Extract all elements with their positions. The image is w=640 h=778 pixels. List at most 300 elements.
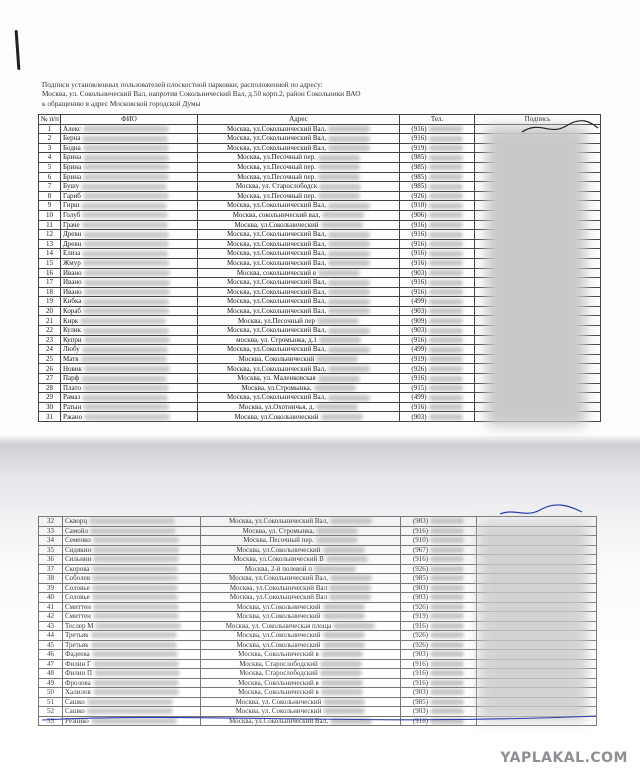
row-address-text: Москва, ул. Стромынка, xyxy=(242,526,315,535)
row-number xyxy=(39,574,63,584)
row-address-text: Москва, ул.Сокольнический Вал, xyxy=(229,716,328,725)
redaction-blur xyxy=(87,699,173,705)
row-address-text: Москва, ул.Сокольнический xyxy=(234,412,319,421)
row-address-text: Москва, Сокольнический xyxy=(238,354,315,363)
row-number xyxy=(39,316,61,326)
row-address-text: Москва, ул.Сокольнический Вал, xyxy=(227,278,326,287)
row-number-text: 45 xyxy=(47,640,54,649)
row-name-text: Граче xyxy=(63,220,80,229)
signature-column-blur xyxy=(486,126,586,426)
redaction-blur xyxy=(92,575,178,581)
row-number-text: 22 xyxy=(46,326,53,335)
row-phone-text: (926) xyxy=(412,602,429,611)
row-name xyxy=(63,688,201,698)
row-name xyxy=(61,258,198,268)
redaction-blur xyxy=(328,308,370,314)
row-address xyxy=(201,697,401,707)
redaction-blur xyxy=(84,289,170,295)
redaction-blur xyxy=(83,193,169,199)
redaction-blur xyxy=(318,164,360,170)
redaction-blur xyxy=(92,585,178,591)
row-name xyxy=(61,297,198,307)
row-phone xyxy=(401,678,477,688)
row-address xyxy=(198,182,400,192)
row-phone-text: (916) xyxy=(411,239,427,248)
redaction-blur xyxy=(430,547,464,553)
redaction-blur xyxy=(330,575,372,581)
row-number xyxy=(39,326,61,336)
row-name xyxy=(63,621,201,631)
row-name-text: Семенко xyxy=(65,536,91,545)
col-header-fio: ФИО xyxy=(61,115,198,125)
row-phone-text: (499) xyxy=(411,297,427,306)
row-number xyxy=(39,239,61,249)
row-number-text: 40 xyxy=(47,593,54,602)
row-phone-text: (910) xyxy=(411,201,427,210)
redaction-blur xyxy=(429,241,463,247)
redaction-blur xyxy=(429,155,463,161)
row-address xyxy=(198,297,400,307)
redaction-blur xyxy=(321,680,363,686)
row-address xyxy=(201,621,401,631)
redaction-blur xyxy=(430,566,464,572)
redaction-blur xyxy=(328,260,370,266)
row-name xyxy=(61,172,198,182)
row-number-text: 30 xyxy=(46,402,53,411)
row-address xyxy=(201,526,401,536)
redaction-blur xyxy=(328,203,370,209)
row-address xyxy=(201,545,401,555)
redaction-blur xyxy=(430,661,464,667)
redaction-blur xyxy=(316,537,358,543)
row-phone xyxy=(401,545,477,555)
redaction-blur xyxy=(80,318,166,324)
redaction-blur xyxy=(82,251,168,257)
redaction-blur xyxy=(83,155,169,161)
redaction-blur xyxy=(83,164,169,170)
row-phone xyxy=(400,239,475,249)
row-number xyxy=(39,583,63,593)
row-phone xyxy=(400,335,475,345)
row-address xyxy=(201,583,401,593)
row-phone-text: (903) xyxy=(412,650,429,659)
redaction-blur xyxy=(93,689,179,695)
row-address-text: Москва, ул.Сокольнический xyxy=(236,640,321,649)
redaction-blur xyxy=(429,260,463,266)
row-number xyxy=(39,162,61,172)
row-name-text: Третьяк xyxy=(65,640,89,649)
redaction-blur xyxy=(429,308,463,314)
redaction-blur xyxy=(328,241,370,247)
row-number-text: 24 xyxy=(46,345,53,354)
redaction-blur xyxy=(314,385,356,391)
redaction-blur xyxy=(82,212,168,218)
row-number xyxy=(39,593,63,603)
row-number xyxy=(39,631,63,641)
row-address xyxy=(198,364,400,374)
row-address xyxy=(198,220,400,230)
row-address-text: Москва, ул.Песочный пер xyxy=(237,316,316,325)
row-name-text: Ивано xyxy=(63,287,82,296)
row-number xyxy=(39,335,61,345)
redaction-blur xyxy=(429,347,463,353)
row-name-text: Фролова xyxy=(65,678,91,687)
redaction-blur xyxy=(95,623,181,629)
row-phone-text: (916) xyxy=(411,249,427,258)
row-address-text: Москва, ул.Сокольнический Вал, xyxy=(227,143,326,152)
redaction-blur xyxy=(429,280,463,286)
row-name xyxy=(61,134,198,144)
redaction-blur xyxy=(83,299,169,305)
row-number-text: 47 xyxy=(47,659,54,668)
row-address-text: Москва, ул. Маленковская xyxy=(237,374,316,383)
row-name-text: Плато xyxy=(63,383,81,392)
row-address xyxy=(198,191,400,201)
row-address-text: Москва, ул.Сокольнический Вал, xyxy=(227,249,326,258)
row-number xyxy=(39,201,61,211)
redaction-blur xyxy=(328,232,370,238)
row-name xyxy=(61,239,198,249)
row-number-text: 36 xyxy=(47,555,54,564)
row-number xyxy=(39,393,61,403)
row-name xyxy=(61,335,198,345)
redaction-blur xyxy=(82,222,168,228)
redaction-blur xyxy=(430,699,464,705)
row-phone-text: (916) xyxy=(411,134,427,143)
row-number-text: 42 xyxy=(47,612,54,621)
row-number-text: 9 xyxy=(47,201,52,210)
redaction-blur xyxy=(430,528,464,534)
redaction-blur xyxy=(430,651,464,657)
redaction-blur xyxy=(429,404,463,410)
row-name-text: Древн xyxy=(63,239,82,248)
row-address-text: Москва, Старослободский xyxy=(239,659,318,668)
row-address-text: Москва, ул.Стромынка, xyxy=(241,383,312,392)
row-phone-text: (916) xyxy=(412,526,429,535)
row-address-text: Москва, ул.Охотничья, д. xyxy=(238,402,315,411)
row-phone xyxy=(400,345,475,355)
row-address-text: Москва, ул.Сокольнический Вал, xyxy=(227,393,326,402)
row-phone-text: (916) xyxy=(412,678,429,687)
row-number xyxy=(39,210,61,220)
row-name-text: Голуб xyxy=(63,211,81,220)
row-number-text: 21 xyxy=(46,316,53,325)
row-name-text: Филин П xyxy=(65,669,93,678)
row-name-text: Рамаз xyxy=(63,393,81,402)
redaction-blur xyxy=(81,203,167,209)
row-number xyxy=(39,640,63,650)
row-address-text: Москва, ул.Сокольнический Вал, xyxy=(227,124,326,133)
redaction-blur xyxy=(93,604,179,610)
row-phone-text: (499) xyxy=(411,345,427,354)
redaction-blur xyxy=(429,289,463,295)
row-number-text: 52 xyxy=(47,707,54,716)
redaction-blur xyxy=(429,126,463,132)
row-name-text: Соболев xyxy=(65,574,91,583)
row-phone xyxy=(400,124,475,134)
row-number xyxy=(39,697,63,707)
redaction-blur xyxy=(429,328,463,334)
row-number xyxy=(39,143,61,153)
row-number xyxy=(39,306,61,316)
redaction-blur xyxy=(92,566,178,572)
row-name-text: Сашко xyxy=(65,697,85,706)
redaction-blur xyxy=(321,651,363,657)
row-phone-text: (906) xyxy=(411,211,427,220)
row-phone xyxy=(400,412,475,422)
row-address-text: Москва, сокольнический вал, xyxy=(232,211,321,220)
redaction-blur xyxy=(333,623,375,629)
row-name-text: Берна xyxy=(63,134,81,143)
row-phone xyxy=(400,201,475,211)
row-name-text: Кибка xyxy=(63,297,82,306)
row-phone-text: (985) xyxy=(411,182,427,191)
row-address xyxy=(198,268,400,278)
row-number-text: 28 xyxy=(46,383,53,392)
redaction-blur xyxy=(326,556,368,562)
row-name xyxy=(61,249,198,259)
row-number-text: 48 xyxy=(47,669,54,678)
row-address xyxy=(198,326,400,336)
blue-signature-scribble xyxy=(496,498,586,522)
row-name-text: Сашко xyxy=(65,707,85,716)
row-name-text: Ивано xyxy=(63,278,82,287)
redaction-blur xyxy=(84,337,170,343)
redaction-blur xyxy=(317,318,359,324)
redaction-blur xyxy=(84,280,170,286)
row-phone xyxy=(401,669,477,679)
row-phone xyxy=(400,297,475,307)
redaction-blur xyxy=(319,184,361,190)
row-phone-text: (916) xyxy=(412,659,429,668)
row-name-text: Парф xyxy=(63,374,80,383)
row-name xyxy=(61,354,198,364)
col-header-phone: Тел. xyxy=(400,115,475,125)
row-name xyxy=(61,182,198,192)
row-address-text: Москва, ул.Сокольнический xyxy=(236,631,321,640)
row-name xyxy=(63,555,201,565)
row-name-text: Жмур xyxy=(63,259,81,267)
redaction-blur xyxy=(318,155,360,161)
row-phone-text: (903) xyxy=(412,688,429,697)
redaction-blur xyxy=(329,594,371,600)
redaction-blur xyxy=(93,547,179,553)
row-address xyxy=(201,564,401,574)
row-number-text: 44 xyxy=(47,631,54,640)
row-address-text: Москва, ул. Сокольнический xyxy=(235,697,322,706)
row-phone-text: (926) xyxy=(412,564,429,573)
row-address xyxy=(201,688,401,698)
row-phone xyxy=(401,621,477,631)
row-name xyxy=(61,383,198,393)
row-address-text: Москва, ул.Сокольнический Вал, xyxy=(227,230,326,239)
redaction-blur xyxy=(83,308,169,314)
row-number-text: 27 xyxy=(46,374,53,383)
row-name-text: Скорова xyxy=(65,564,90,573)
row-phone-text: (916) xyxy=(411,124,427,133)
row-phone-text: (916) xyxy=(411,278,427,287)
row-phone-text: (916) xyxy=(412,716,429,725)
row-address xyxy=(201,574,401,584)
row-number-text: 7 xyxy=(47,182,52,191)
row-phone-text: (985) xyxy=(412,697,429,706)
redaction-blur xyxy=(323,547,365,553)
redaction-blur xyxy=(328,145,370,151)
row-address xyxy=(198,162,400,172)
row-name xyxy=(61,268,198,278)
row-number xyxy=(39,249,61,259)
row-phone-text: (903) xyxy=(412,517,429,526)
row-phone xyxy=(400,268,475,278)
row-address-text: Москва, ул.Сокольнический Вал, xyxy=(229,574,328,583)
redaction-blur xyxy=(430,670,464,676)
row-number xyxy=(39,555,63,565)
row-phone xyxy=(401,602,477,612)
redaction-blur xyxy=(82,347,168,353)
row-number-text: 32 xyxy=(47,517,54,526)
redaction-blur xyxy=(429,136,463,142)
row-address-text: Москва, ул.Сокольнический xyxy=(236,545,321,554)
redaction-blur xyxy=(83,232,169,238)
redaction-blur xyxy=(430,632,464,638)
row-phone-text: (916) xyxy=(411,335,427,344)
row-name xyxy=(61,210,198,220)
redaction-blur xyxy=(93,661,179,667)
col-header-signature: Подпись xyxy=(475,115,601,125)
row-address xyxy=(198,210,400,220)
row-phone xyxy=(400,143,475,153)
redaction-blur xyxy=(321,689,363,695)
row-phone-text: (919) xyxy=(411,354,427,363)
row-phone-text: (903) xyxy=(412,583,429,592)
redaction-blur xyxy=(82,395,168,401)
row-name xyxy=(61,201,198,211)
row-address-text: Москва, Старослободский xyxy=(239,669,318,678)
row-address xyxy=(201,650,401,660)
redaction-blur xyxy=(83,241,169,247)
row-name-text: Брина xyxy=(63,153,82,162)
row-address xyxy=(198,172,400,182)
redaction-blur xyxy=(320,661,362,667)
redaction-blur xyxy=(83,174,169,180)
row-number xyxy=(39,345,61,355)
row-phone xyxy=(401,697,477,707)
row-number xyxy=(39,134,61,144)
redaction-blur xyxy=(328,366,370,372)
row-phone-text: (926) xyxy=(412,640,429,649)
row-address xyxy=(201,640,401,650)
row-name-text: Новик xyxy=(63,364,83,373)
row-address xyxy=(198,393,400,403)
redaction-blur xyxy=(84,366,170,372)
row-address-text: Москва, ул.Песочный пер. xyxy=(237,172,316,181)
row-phone xyxy=(400,220,475,230)
row-phone-text: (985) xyxy=(411,163,427,172)
row-address xyxy=(198,239,400,249)
redaction-blur xyxy=(320,670,362,676)
row-name xyxy=(63,574,201,584)
row-number xyxy=(39,230,61,240)
row-address-text: Москва, ул.Сокольнический В xyxy=(233,555,324,564)
row-name-text: Гариб xyxy=(63,191,81,200)
row-name-text: Купри xyxy=(63,335,82,344)
row-phone xyxy=(401,574,477,584)
row-name xyxy=(63,612,201,622)
row-address xyxy=(201,517,401,527)
row-address-text: Москва, ул.Сокольнический xyxy=(234,220,319,229)
redaction-blur xyxy=(322,212,364,218)
header-line-3: к обращению в адрес Московской городской Думы xyxy=(42,98,201,108)
row-phone xyxy=(400,134,475,144)
redaction-blur xyxy=(429,164,463,170)
row-address-text: Москва, ул.Сокольнический Вал, xyxy=(227,364,326,373)
redaction-blur xyxy=(93,680,179,686)
row-name xyxy=(61,162,198,172)
row-address-text: Москва, Сокольнический в xyxy=(238,688,319,697)
row-name xyxy=(63,526,201,536)
redaction-blur xyxy=(430,642,464,648)
row-phone-text: (903) xyxy=(411,412,427,421)
redaction-blur xyxy=(94,670,180,676)
row-number-text: 38 xyxy=(47,574,54,583)
row-name-text: Самойл xyxy=(65,526,88,535)
signature-column-blur-2 xyxy=(478,522,588,722)
header-line-1: Подписи установленных пользователей плоскостной парковки, расположенной по адресу: xyxy=(42,80,323,89)
row-address-text: Москва, ул.Песочный пер. xyxy=(237,191,316,200)
row-address-text: Москва, ул.Сокольнический Вал, xyxy=(227,326,326,335)
row-phone xyxy=(401,536,477,546)
row-name-text: Елиза xyxy=(63,249,81,258)
row-number-text: 6 xyxy=(47,172,52,181)
redaction-blur xyxy=(93,537,179,543)
row-name xyxy=(63,650,201,660)
row-phone-text: (916) xyxy=(411,402,427,411)
row-phone xyxy=(400,402,475,412)
row-number-text: 41 xyxy=(47,602,54,611)
row-address xyxy=(201,536,401,546)
row-number-text: 19 xyxy=(46,297,53,306)
row-address-text: Москва, 2-й полевой п xyxy=(244,564,313,573)
row-name xyxy=(63,659,201,669)
row-number-text: 39 xyxy=(47,583,54,592)
row-address xyxy=(198,124,400,134)
row-phone-text: (499) xyxy=(411,393,427,402)
redaction-blur xyxy=(321,222,363,228)
row-number xyxy=(39,191,61,201)
row-address xyxy=(201,602,401,612)
redaction-blur xyxy=(429,203,463,209)
row-phone-text: (985) xyxy=(411,172,427,181)
row-phone xyxy=(400,364,475,374)
row-address xyxy=(198,278,400,288)
redaction-blur xyxy=(328,299,370,305)
row-phone xyxy=(400,162,475,172)
row-name-text: Смиттен xyxy=(65,612,91,621)
row-address-text: Москва, ул.Сокольнический xyxy=(236,612,321,621)
row-address-text: Москва, ул.Сокольнический Вал, xyxy=(227,259,326,267)
row-phone-text: (916) xyxy=(412,621,429,630)
row-number xyxy=(39,688,63,698)
row-phone-text: (985) xyxy=(412,574,429,583)
row-name xyxy=(61,278,198,288)
row-number xyxy=(39,517,63,527)
row-address xyxy=(198,374,400,384)
row-phone xyxy=(400,383,475,393)
redaction-blur xyxy=(429,145,463,151)
redaction-blur xyxy=(429,174,463,180)
row-address xyxy=(201,593,401,603)
row-phone-text: (985) xyxy=(411,153,427,162)
